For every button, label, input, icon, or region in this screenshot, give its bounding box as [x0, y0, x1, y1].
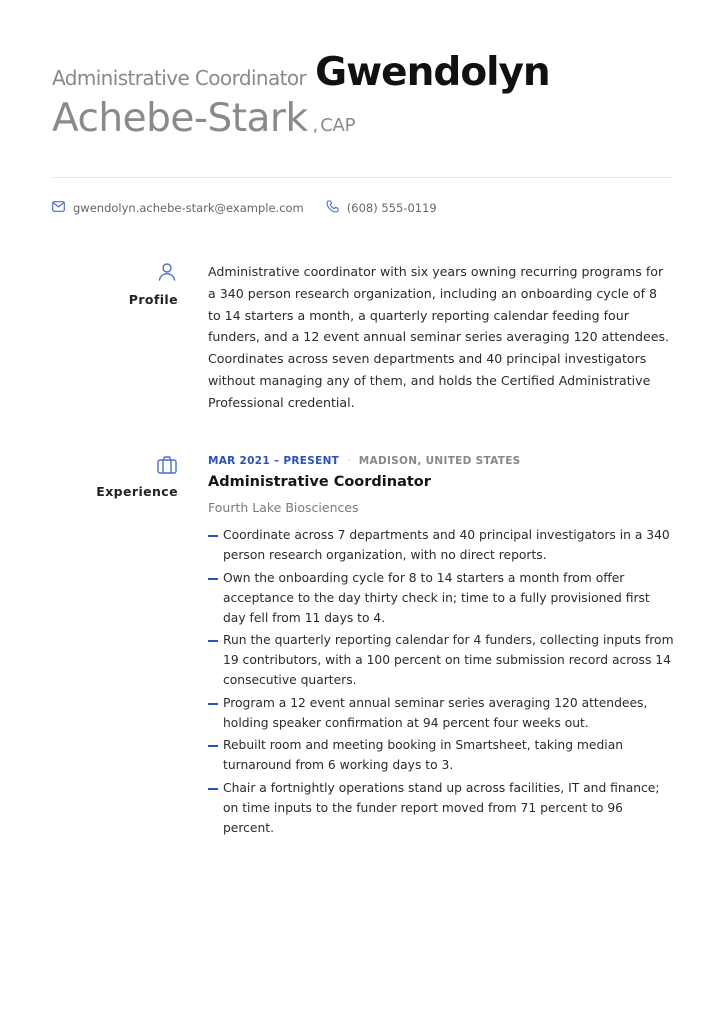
meta-separator: ·	[347, 455, 351, 467]
job-location: MADISON, UNITED STATES	[358, 455, 521, 467]
last-name: Achebe-Stark	[52, 96, 308, 141]
bullet-text: Chair a fortnightly operations stand up across facilities, IT and finance; on time inputs to the funder report moved from 71 percent to 96 percent.	[223, 780, 660, 835]
bullet-text: Coordinate across 7 departments and 40 principal investigators in a 340 person research organization, with no direct reports.	[223, 528, 670, 562]
job-dates: MAR 2021 – PRESENT	[208, 455, 340, 467]
list-item	[208, 778, 674, 838]
job-title: Administrative Coordinator	[208, 474, 431, 490]
name-line-2	[52, 96, 672, 141]
resume-header	[52, 50, 672, 141]
user-icon	[156, 261, 178, 283]
contact-email[interactable]	[52, 201, 304, 215]
bullet-dash-icon	[208, 703, 218, 705]
bullet-dash-icon	[208, 788, 218, 790]
bullet-dash-icon	[208, 745, 218, 747]
header-divider	[52, 177, 672, 178]
list-item	[208, 693, 674, 733]
bullet-text: Rebuilt room and meeting booking in Smartsheet, taking median turnaround from 6 working days to 3.	[223, 738, 624, 773]
bullet-dash-icon	[208, 535, 218, 537]
credential: CAP	[320, 115, 356, 136]
bullet-text: Run the quarterly reporting calendar for 4 funders, collecting inputs from 19 contributors, with a 100 percent on time submission record across 14 consecutive quarters.	[223, 633, 674, 688]
bullet-dash-icon	[208, 578, 218, 580]
phone-text: (608) 555-0119	[346, 201, 437, 215]
contact-phone[interactable]	[326, 200, 437, 216]
bullet-text: Own the onboarding cycle for 8 to 14 starters a month from offer acceptance to the day thirty check in; time to a fully provisioned first day fell from 11 days to 4.	[223, 570, 650, 625]
bullet-text: Program a 12 event annual seminar series averaging 120 attendees, holding speaker confirmation at 94 percent four weeks out.	[223, 695, 648, 730]
contact-bar	[52, 200, 459, 216]
first-name: Gwendolyn	[315, 50, 550, 95]
credential-separator: ,	[312, 115, 319, 136]
job-bullets	[208, 525, 674, 841]
job-role: Administrative Coordinator	[52, 66, 307, 90]
job-meta	[208, 455, 521, 467]
phone-icon	[326, 200, 347, 216]
profile-summary: Administrative coordinator with six years owning recurring programs for a 340 person research organization, including an onboarding cycle of 8 to 14 starters a month, a quarterly reporting calendar feeding four funders, and a 12 event annual seminar series averaging 120 attendees. Coordinates across seven departments and 40 principal investigators without managing any of them, and holds the Certified Administrative Professional credential.	[208, 264, 670, 410]
briefcase-icon	[156, 454, 178, 476]
profile-label: Profile	[128, 292, 178, 307]
list-item	[208, 525, 674, 565]
list-item	[208, 630, 674, 690]
bullet-dash-icon	[208, 640, 218, 642]
name-line-1	[52, 50, 672, 98]
list-item	[208, 735, 674, 775]
envelope-icon	[52, 201, 73, 215]
email-text: gwendolyn.achebe-stark@example.com	[73, 201, 304, 215]
experience-label: Experience	[96, 484, 178, 499]
list-item	[208, 568, 674, 628]
company-name: Fourth Lake Biosciences	[208, 500, 359, 515]
